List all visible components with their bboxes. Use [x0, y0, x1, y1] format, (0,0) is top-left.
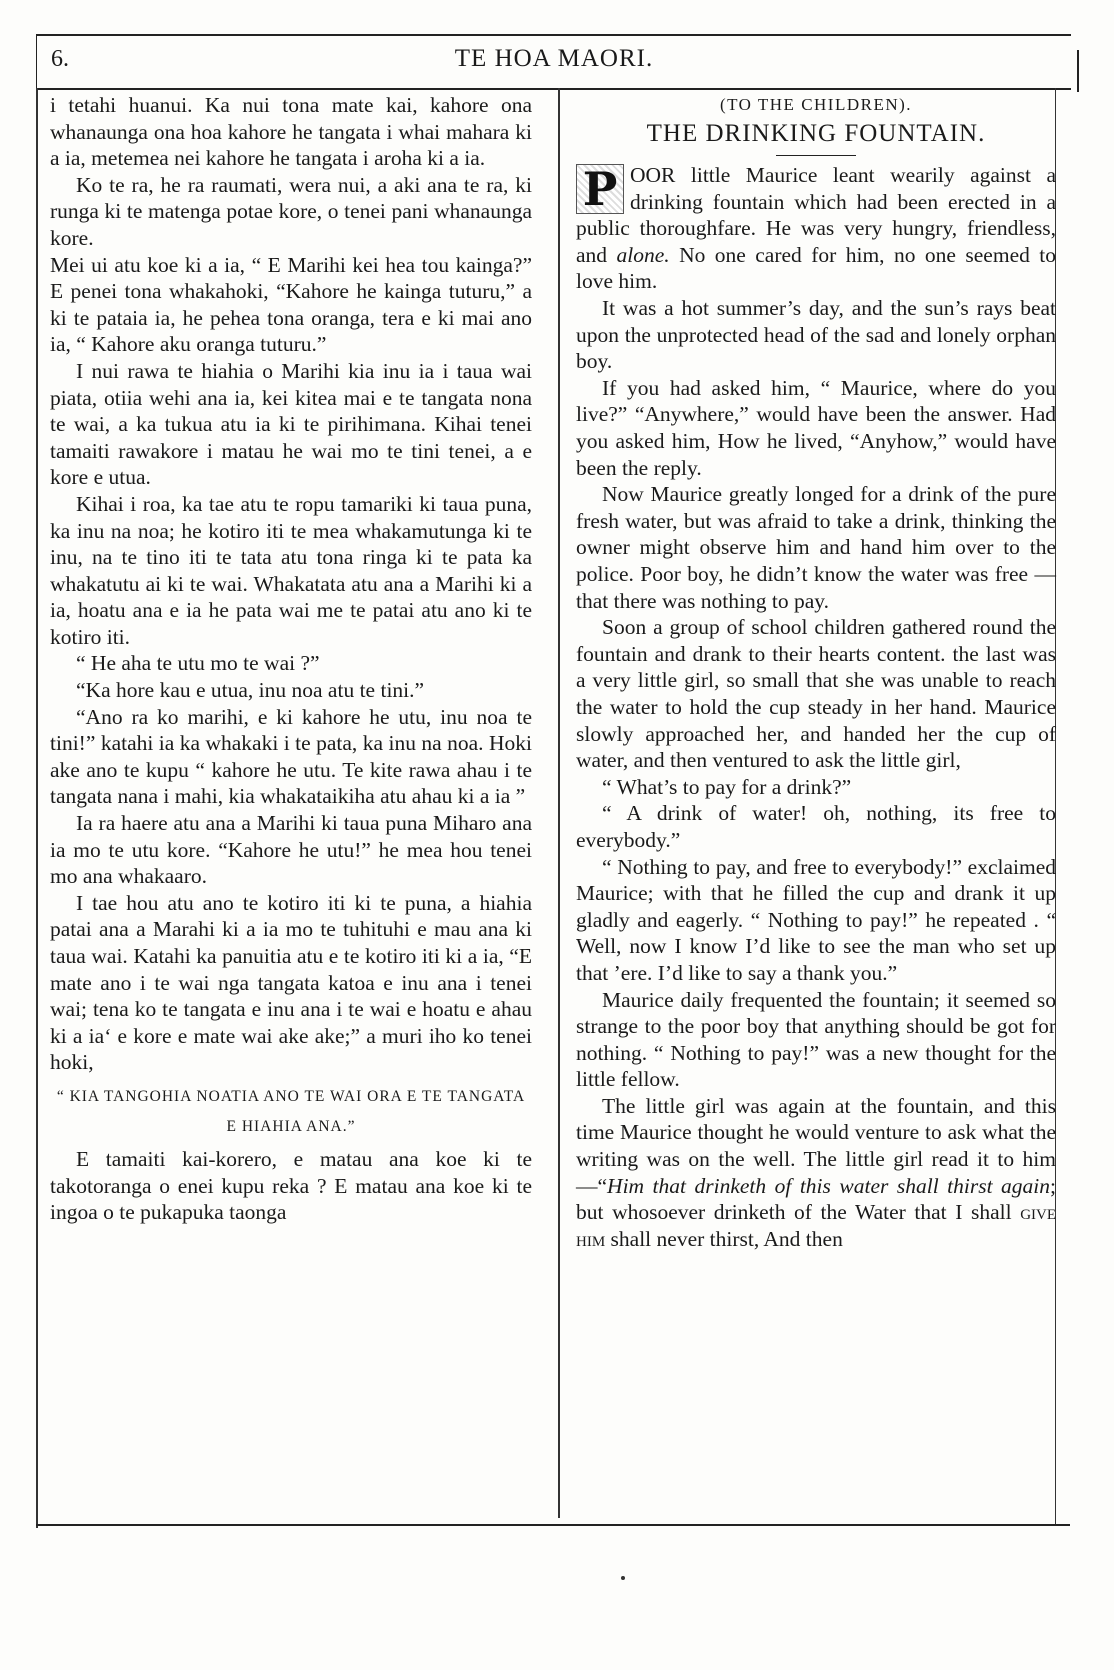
paragraph: Mei ui atu koe ki a ia, “ E Marihi kei hea tou kainga?” E penei tona whakahoki, “Kahore he kainga tuturu,” a ki te pataia ia, he pehea tona oranga, tera e ki mai ano ia, “ Kahore aku oranga tuturu.” — [50, 252, 532, 357]
scripture-quote: “ KIA TANGOHIA NOATIA ANO TE WAI ORA E TE TANGATA E HIAHIA ANA.” — [56, 1087, 526, 1135]
paragraph: Kihai i roa, ka tae atu te ropu tamariki ki taua puna, ka inu na noa; he kotiro iti te mea whakamutunga ki te inu, na te tino iti te tata atu tona ringa ki te pata ka whakatutu ai ki te wai. Whakatata atu ana a Marihi ki a ia, hoatu ana e ia he pata wai me te patai atu ano ki te kotiro iti. — [50, 491, 532, 649]
dropcap-ornament: P — [576, 164, 624, 214]
paragraph: I nui rawa te hiahia o Marihi kia inu ia i taua wai piata, otiia wehi ana ia, kei kitea mai e te tangata nona te wai, a ka tukua atu ia ki te pirihimana. Kihai tenei tamaiti rawakore i matau he wai mo te tini tenei, a e kore e utua. — [50, 358, 532, 490]
paragraph: Ia ra haere atu ana a Marihi ki taua puna Miharo ana ia mo te utu kore. “Kahore he utu!” he mea hou tenei mo ana whakaaro. — [50, 811, 532, 889]
paragraph: If you had asked him, “ Maurice, where do you live?” “Anywhere,” would have been the answer. Had you asked him, How he lived, “Anyhow,” would have been the reply. — [576, 375, 1056, 480]
paragraph — [576, 1093, 1056, 1253]
ink-speck — [621, 1576, 625, 1580]
paragraph: “ What’s to pay for a drink?” — [602, 774, 852, 799]
paragraph: “ He aha te utu mo te wai ?” — [76, 651, 320, 676]
paragraph: I tae hou atu ano te kotiro iti ki te puna, a hiahia patai ana a Marahi ki a ia mo te tuhituhi e mau ana ki taua wai. Katahi ka panuitia atu e te kotiro iti ki a ia, “E mate ano i te wai nga tangata katoa e inu ana i tenei wai; tena ko te tangata e inu ana i te wai e hoatu e ahau ki a ia‘ e kore e mate wai ake ake;” a muri iho ko tenei hoki, — [50, 890, 532, 1075]
masthead-title: TE HOA MAORI. — [454, 45, 654, 72]
paragraph: “ Nothing to pay, and free to everybody!” exclaimed Maurice; with that he filled the cup and drank it up gladly and eagerly. “ Nothing to pay!” he repeated . “ Well, now I know I’d like to see the man who set up that ’ere. I’d like to say a thank you.” — [576, 854, 1056, 985]
paragraph: It was a hot summer’s day, and the sun’s rays beat upon the unprotected head of the sad and lonely orphan boy. — [576, 296, 1056, 374]
small-caps-text: give him — [576, 1200, 1057, 1251]
page-number: 6. — [51, 46, 69, 72]
paragraph: Maurice daily frequented the fountain; it seemed so strange to the poor boy that anything should be got for nothing. “ Nothing to pay!” was a new thought for the little fellow. — [576, 987, 1056, 1092]
bottom-rule — [36, 1524, 1070, 1526]
left-border-rule — [36, 88, 38, 1528]
paragraph — [576, 162, 1056, 295]
article-title: THE DRINKING FOUNTAIN. — [646, 119, 986, 147]
title-divider — [776, 155, 856, 157]
emphasis-text: alone. — [616, 242, 670, 267]
emphasis-text: Him that drinketh of this water shall thirst again — [607, 1173, 1051, 1198]
maori-column — [50, 92, 532, 1226]
paragraph-text: OOR little Maurice leant wearily against a drinking fountain which had been erected in a public thoroughfare. He was very hungry, friendless, and — [576, 163, 1056, 267]
article-subhead: (TO THE CHILDREN). — [719, 95, 913, 114]
paragraph: “Ano ra ko marihi, e ki kahore he utu, inu noa te tini!” katahi ia ka whakaki i te pata, ka inu na noa. Hoki ake ano te kupu “ kahore he utu. Te kite rawa ahau i te tangata nana i mahi, kia whakataikiha atu ahau ki a ia ” — [50, 704, 532, 809]
paragraph: i tetahi huanui. Ka nui tona mate kai, kahore ona whanaunga ona hoa kahore he tangata i whai mahara ki a ia, metemea nei kahore he tangata i aroha ki a ia. — [50, 93, 532, 171]
paragraph-text: The little girl was again at the fountain, and this time Maurice thought he would venture to ask what the writing was on the well. The little girl read it to him—“ — [576, 1093, 1056, 1198]
paragraph-text: No one cared for him, no one seemed to love him. — [576, 242, 1057, 294]
paragraph: Now Maurice greatly longed for a drink of the pure fresh water, but was afraid to take a drink, thinking the owner might observe him and hand him over to the police. Poor boy, he didn’t know the water was free —that there was nothing to pay. — [576, 482, 1056, 613]
paragraph: E tamaiti kai-korero, e matau ana koe ki te takotoranga o enei kupu reka ? E matau ana koe ki te ingoa o te pukapuka taonga — [50, 1146, 532, 1225]
paragraph-text: ; but whosoever drinketh of the Water that I shall — [576, 1173, 1056, 1225]
paragraph: Ko te ra, he ra raumati, wera nui, a aki ana te ra, ki runga ki te matenga potae kore, o tenei pani whanaunga kore. — [50, 172, 532, 250]
paragraph: “Ka hore kau e utua, inu noa atu te tini.” — [76, 678, 425, 703]
column-divider — [558, 88, 560, 1518]
page-header — [36, 34, 1071, 90]
english-column — [576, 92, 1056, 1252]
paragraph: “ A drink of water! oh, nothing, its free to everybody.” — [576, 801, 1056, 852]
page — [36, 34, 1070, 1590]
paragraph-text: shall never thirst, And then — [610, 1226, 843, 1251]
paragraph: Soon a group of school children gathered round the fountain and drank to their hearts content. the last was a very little girl, so small that she was unable to reach the water to hold the cup steady in her hand. Maurice slowly approached her, and handed her the cup of water, and then ventured to ask the little girl, — [576, 615, 1056, 773]
header-edge-rule — [1077, 50, 1079, 92]
